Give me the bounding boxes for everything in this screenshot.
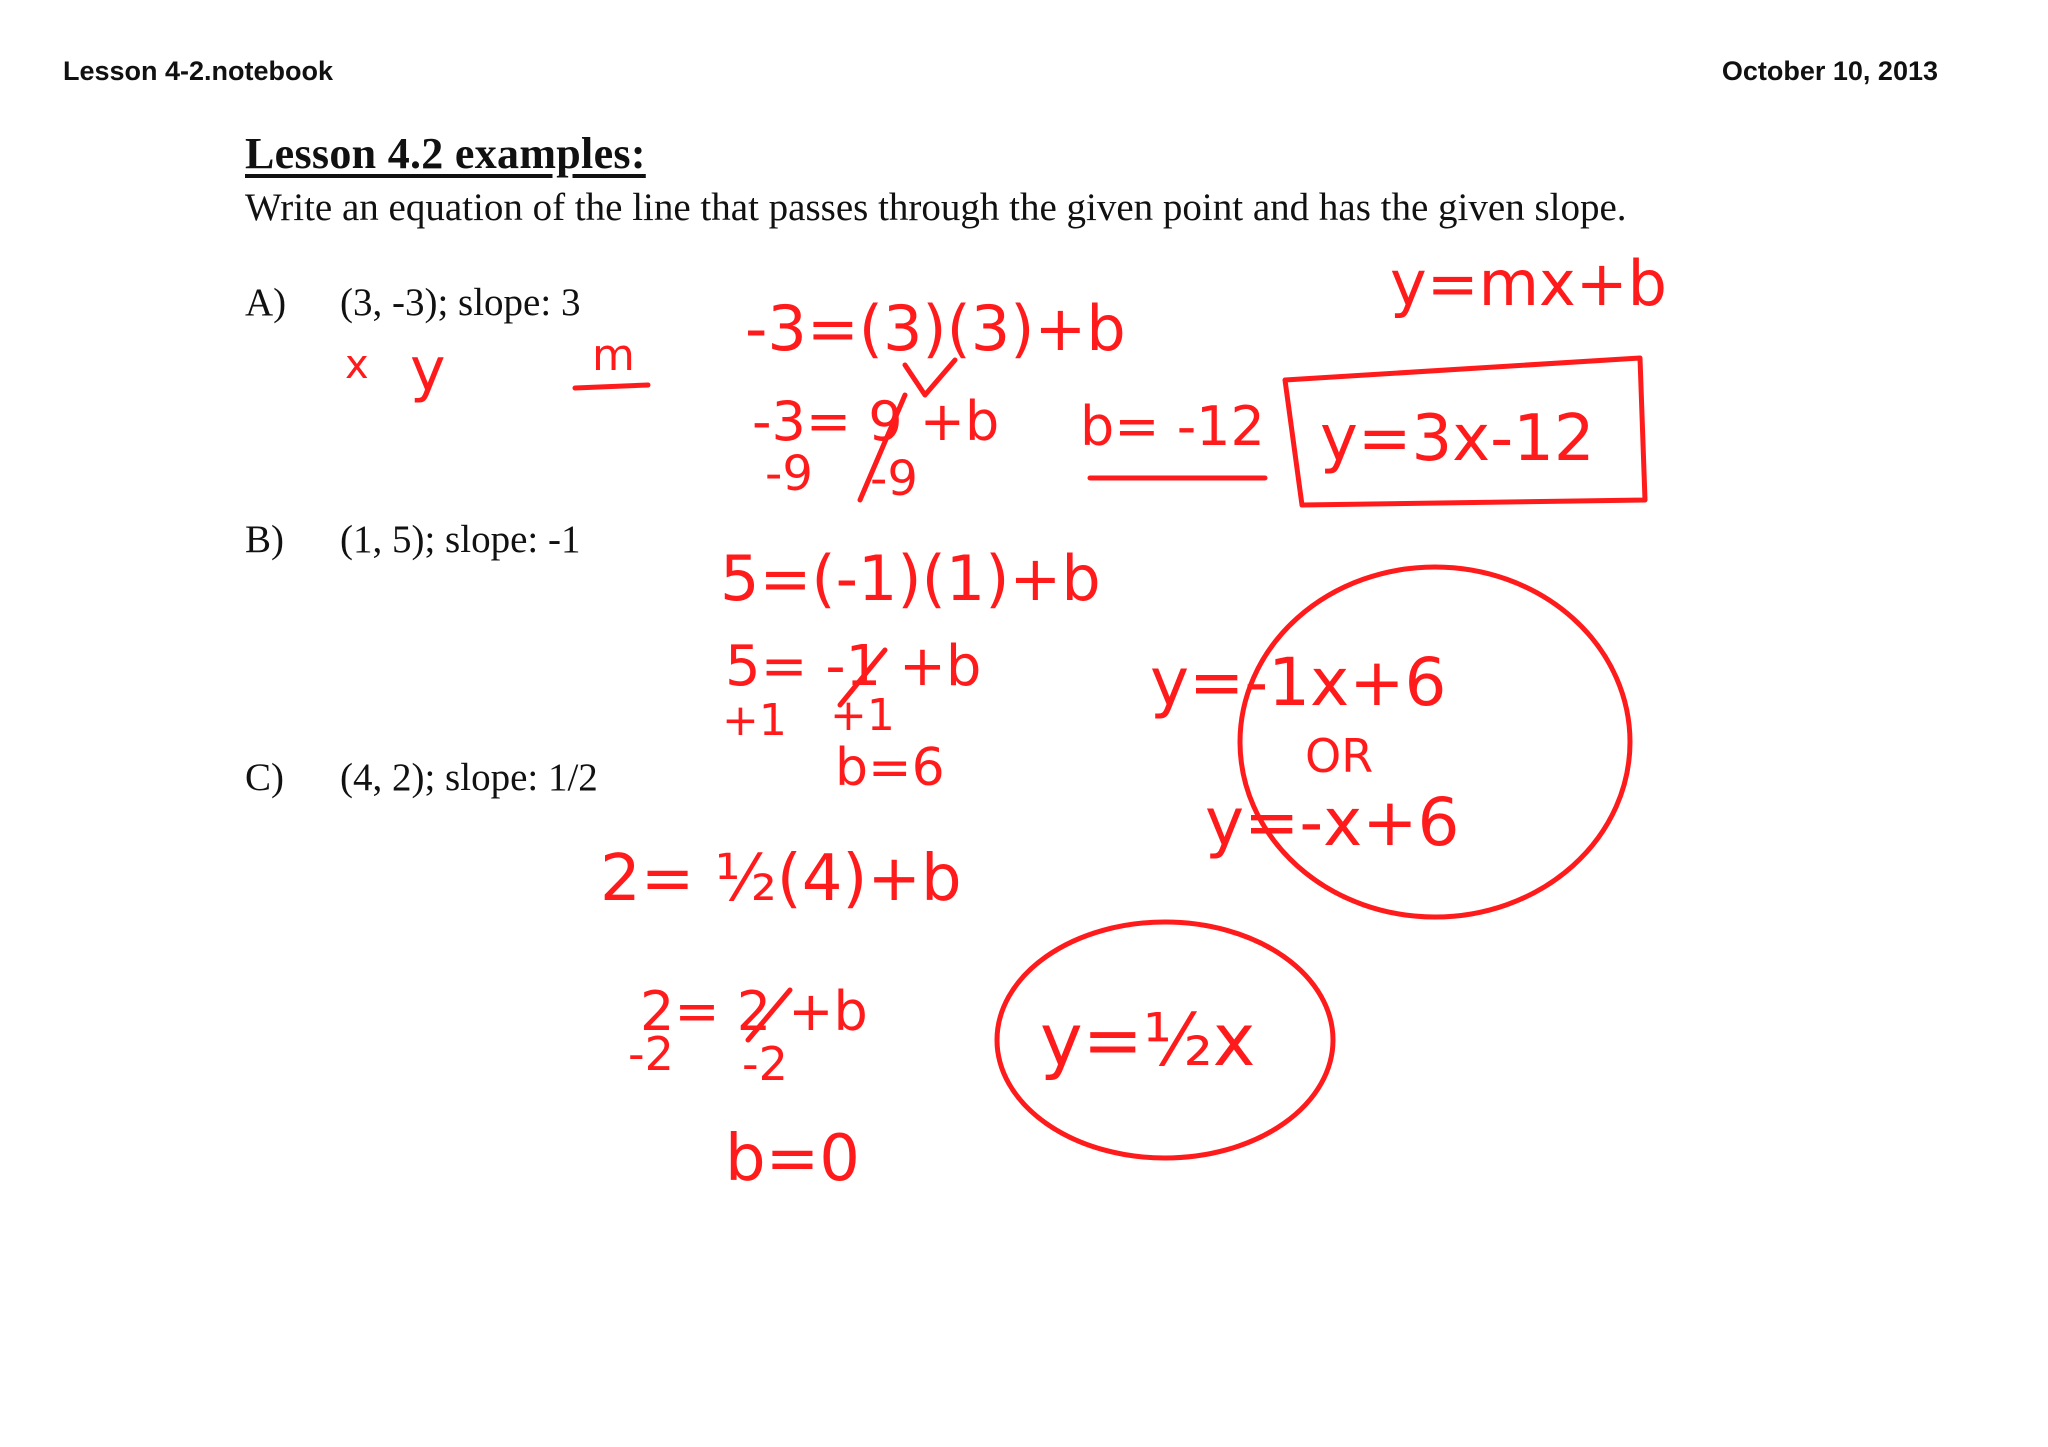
lesson-instructions: Write an equation of the line that passes through the given point and has the given slope. [245,186,1627,229]
c-work-line2: 2= 2 +b [640,980,868,1043]
b-b-result: b=6 [835,738,945,798]
a-m-underline [575,385,648,388]
notebook-date: October 10, 2013 [1721,56,1938,86]
problem-c-label: C) [245,756,284,799]
problem-b-text: (1, 5); slope: -1 [340,518,581,561]
c-answer: y=½x [1040,998,1256,1082]
b-work-line3-left: +1 [722,695,787,746]
b-answer-1: y=-1x+6 [1150,644,1447,721]
c-work-line3-left: -2 [628,1027,674,1081]
problem-b-label: B) [245,518,284,561]
a-m-label: m [592,330,635,381]
b-answer-circle [1240,567,1630,917]
notebook-file-name: Lesson 4-2.notebook [63,56,334,86]
problem-c-text: (4, 2); slope: 1/2 [340,756,598,799]
b-or: OR [1305,729,1374,783]
a-b-result: b= -12 [1080,395,1265,458]
a-work-line3-right: -9 [870,451,918,507]
lesson-title: Lesson 4.2 examples: [245,129,646,178]
a-work-line3-left: -9 [765,446,813,502]
b-work-line3-right: +1 [830,690,895,741]
a-y-label: y [410,335,446,405]
a-work-line1: -3=(3)(3)+b [745,292,1126,365]
formula-slope-intercept: y=mx+b [1390,247,1668,320]
a-work-line2: -3= 9 +b [752,390,1000,453]
b-work-line2: 5= -1 +b [725,634,982,699]
a-x-label: x [345,342,369,388]
b-answer-2: y=-x+6 [1205,784,1460,861]
b-work-line1: 5=(-1)(1)+b [720,542,1101,615]
c-b-result: b=0 [725,1122,860,1196]
problem-a-label: A) [245,281,287,324]
problem-a-text: (3, -3); slope: 3 [340,281,581,324]
a-answer: y=3x-12 [1320,402,1595,476]
c-work-line3-right: -2 [742,1037,788,1091]
c-work-line1: 2= ½(4)+b [600,842,962,916]
